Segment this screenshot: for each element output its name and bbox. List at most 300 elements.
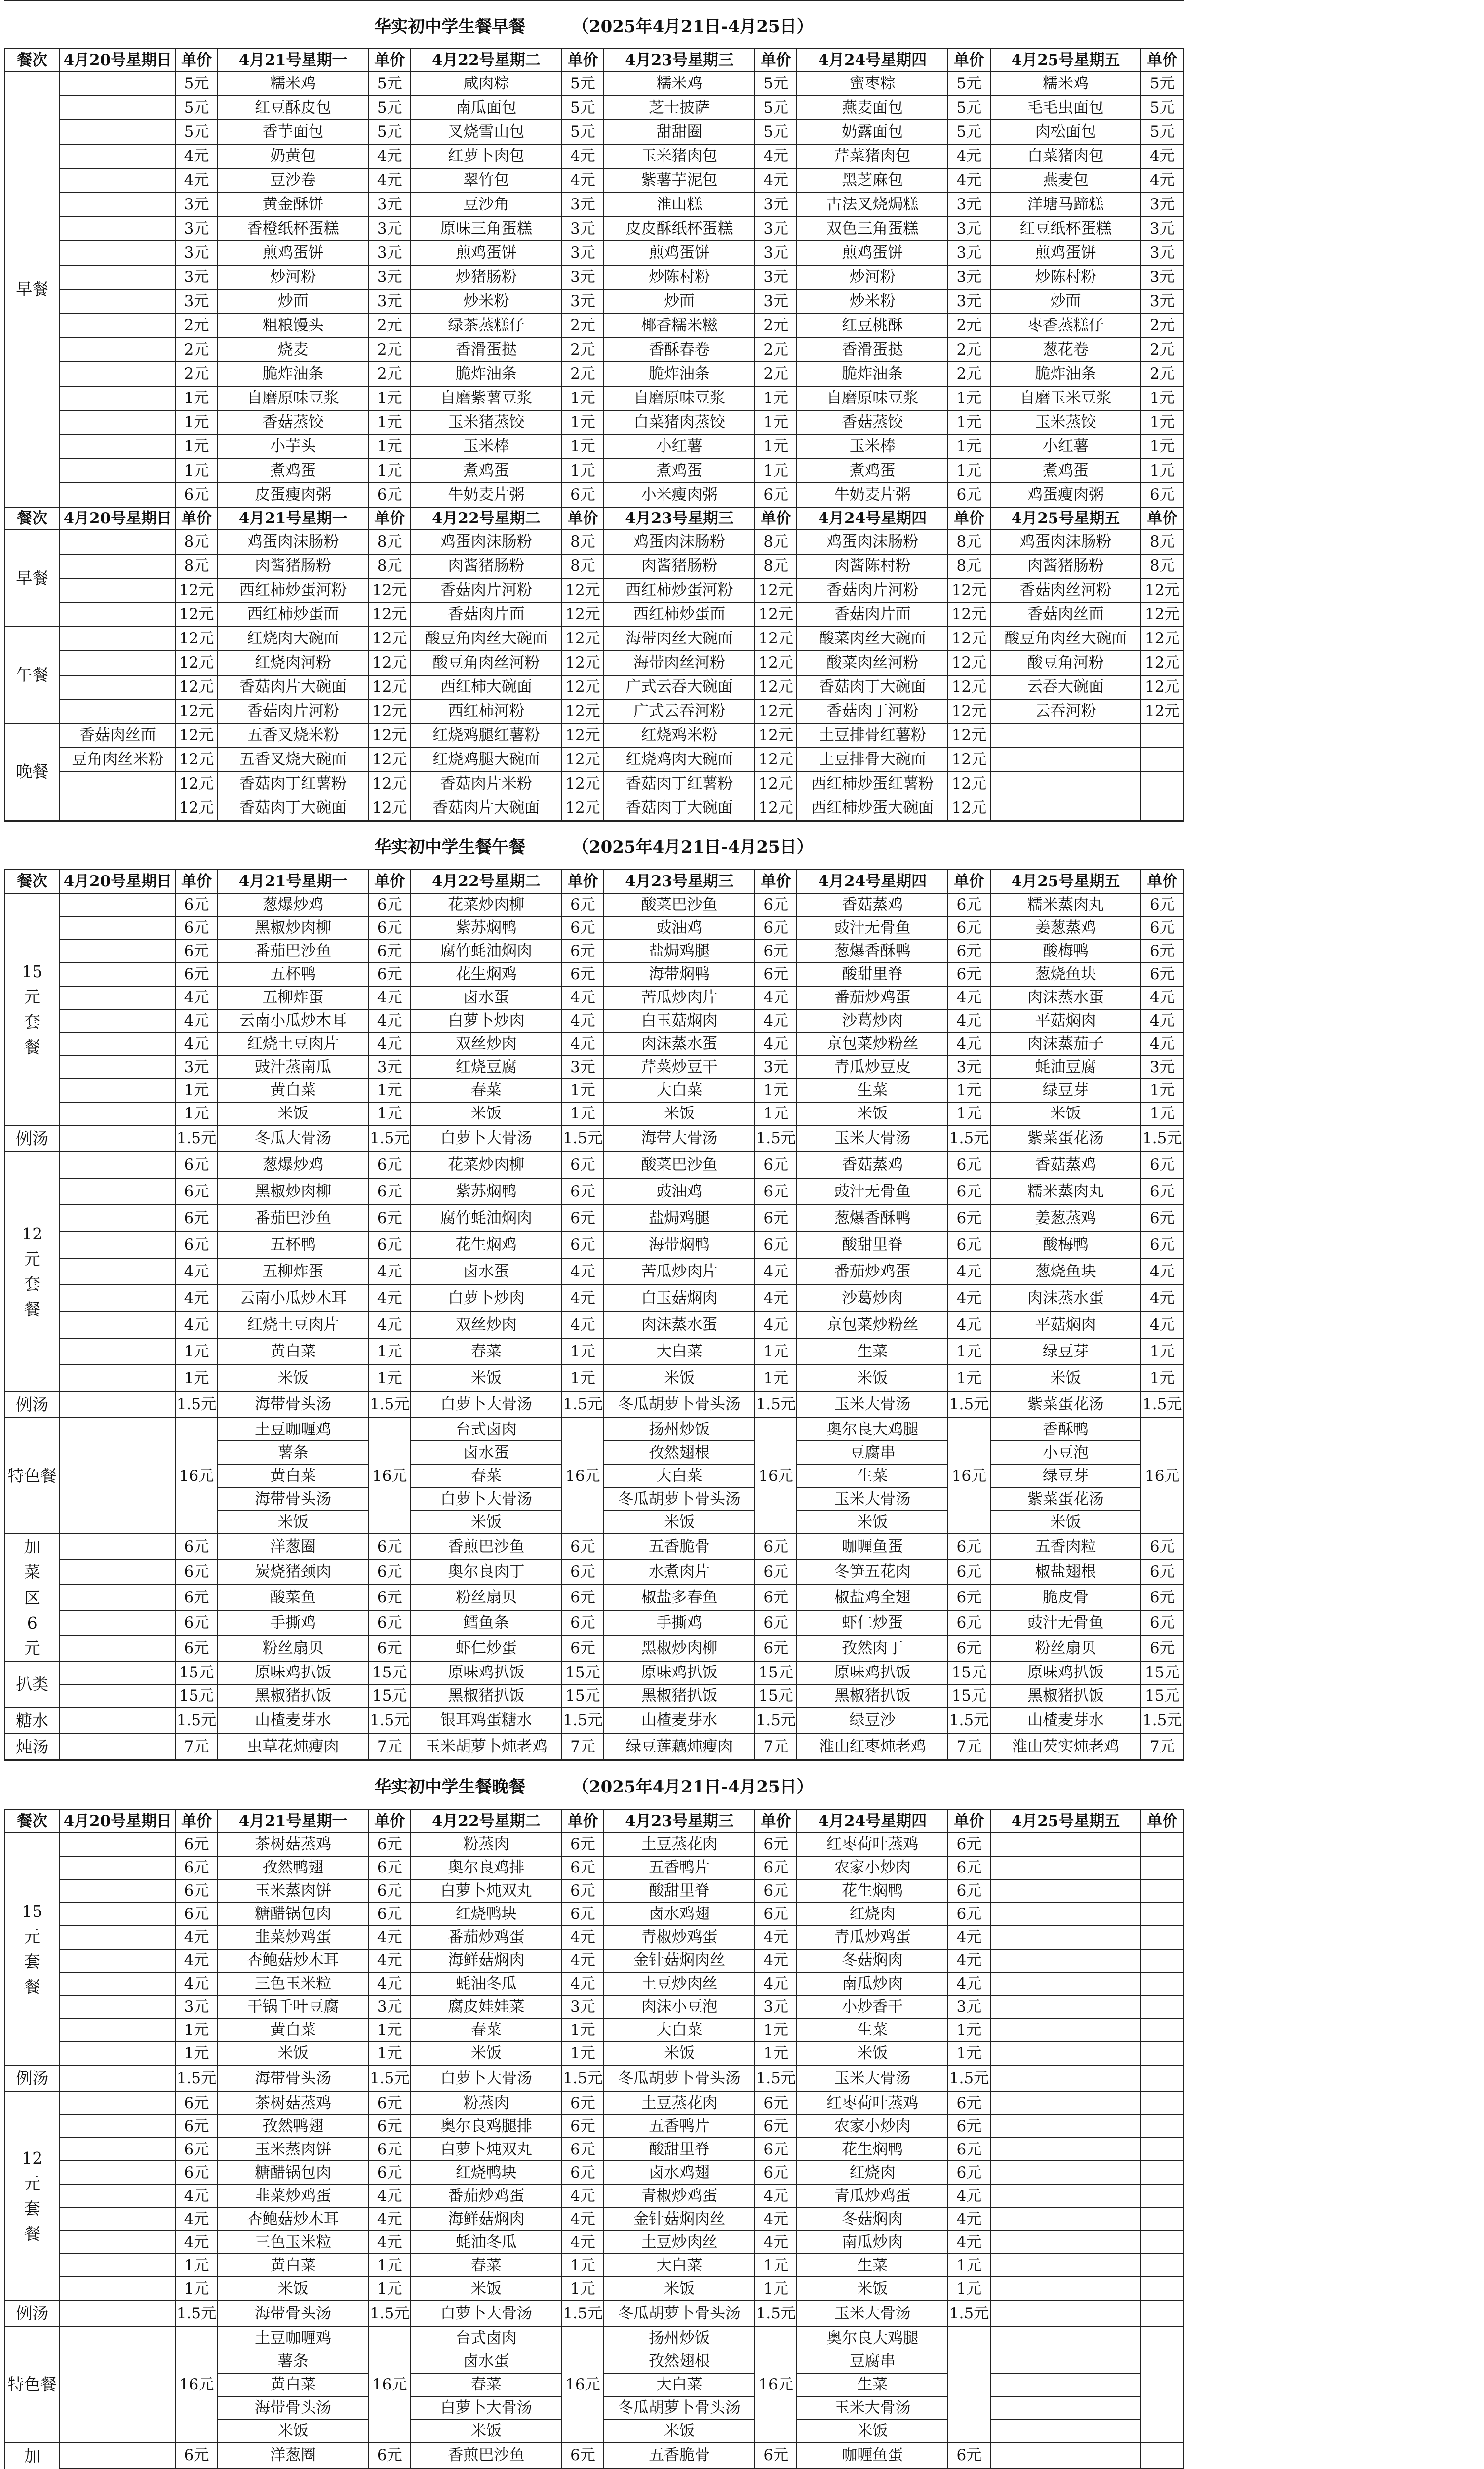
dish-cell: 海带肉丝河粉: [604, 651, 755, 675]
dinner-table: [4, 1809, 1184, 2469]
price-cell: 12元: [562, 723, 604, 748]
price-cell: 6元: [175, 2114, 217, 2138]
price-cell: 4元: [175, 2184, 217, 2207]
column-header: 单价: [369, 507, 411, 530]
dish-cell: 原味鸡扒饭: [218, 1661, 369, 1684]
price-cell: [1141, 1856, 1183, 1879]
column-header: 单价: [562, 1809, 604, 1833]
dish-cell: 黑椒猪扒饭: [218, 1684, 369, 1708]
price-cell: 12元: [948, 602, 990, 627]
menu-row: [4, 1152, 1183, 1178]
dish-cell: 咖喱鱼蛋: [797, 2443, 948, 2469]
dish-cell: 双丝炒肉: [411, 1312, 562, 1338]
price-cell: 6元: [175, 483, 217, 507]
dish-cell: 白玉菇焖肉: [604, 1009, 755, 1033]
dish-cell: 脆炸油条: [604, 362, 755, 386]
dish-cell: 炒河粉: [797, 265, 948, 289]
dish-cell: 黑椒炒肉柳: [218, 916, 369, 940]
dish-cell: 粉丝扇贝: [411, 1585, 562, 1610]
dish-cell: 红烧鸡腿大碗面: [411, 748, 562, 772]
price-cell: 7元: [755, 1734, 797, 1760]
dish-cell: 炭烧猪颈肉: [218, 1559, 369, 1585]
price-cell: 6元: [369, 1856, 411, 1879]
price-cell: 6元: [755, 2091, 797, 2114]
price-cell: 4元: [948, 1285, 990, 1312]
price-cell: 4元: [562, 1033, 604, 1056]
dish-cell: 红烧肉大碗面: [218, 627, 369, 651]
dish-cell: 粉蒸肉: [411, 2091, 562, 2114]
price-cell: 5元: [562, 72, 604, 96]
price-cell: 1元: [562, 2042, 604, 2065]
price-cell: 1.5元: [948, 1708, 990, 1734]
dish-cell: 海带焖鸭: [604, 963, 755, 986]
dish-cell: [60, 1338, 175, 1365]
dish-cell: 米饭: [604, 1102, 755, 1125]
dish-cell: 米饭: [411, 2277, 562, 2300]
lunch-title: 华实初中学生餐午餐 （2025年4月21日-4月25日）: [4, 821, 1184, 869]
column-header: 单价: [369, 1809, 411, 1833]
price-cell: 12元: [562, 699, 604, 723]
price-cell: 6元: [369, 1559, 411, 1585]
dish-cell: 黑椒猪扒饭: [990, 1684, 1141, 1708]
menu-row: [4, 1285, 1183, 1312]
price-cell: 8元: [1141, 554, 1183, 578]
dish-cell: 花生焖鸭: [797, 1879, 948, 1903]
price-cell: 3元: [369, 289, 411, 314]
column-header: 单价: [1141, 870, 1183, 893]
dish-cell: 花菜炒肉柳: [411, 893, 562, 916]
dish-cell: 酸豆角肉丝大碗面: [990, 627, 1141, 651]
menu-row: [4, 483, 1183, 507]
dish-cell: 农家小炒肉: [797, 2114, 948, 2138]
price-cell: 4元: [369, 1949, 411, 1972]
price-cell: 5元: [369, 96, 411, 120]
dish-cell: 金针菇焖肉丝: [604, 1949, 755, 1972]
price-cell: 1元: [948, 459, 990, 483]
price-cell: 1.5元: [755, 1708, 797, 1734]
price-cell: 6元: [562, 483, 604, 507]
dish-cell: [990, 2277, 1141, 2300]
column-header: 4月20号星期日: [60, 1809, 175, 1833]
menu-row: [4, 2277, 1183, 2300]
price-cell: 6元: [948, 1205, 990, 1232]
dish-cell: 大白菜: [604, 1079, 755, 1102]
price-cell: 6元: [369, 2443, 411, 2469]
dish-cell: 米饭: [218, 2277, 369, 2300]
column-header: 4月21号星期一: [218, 507, 369, 530]
price-cell: 12元: [175, 627, 217, 651]
price-cell: 5元: [755, 72, 797, 96]
dish-cell: 香菇肉片面: [797, 602, 948, 627]
meal-label: 12元套餐: [4, 2091, 60, 2300]
price-cell: 1元: [755, 2019, 797, 2042]
menu-row: [4, 435, 1183, 459]
dish-cell: 红烧肉河粉: [218, 651, 369, 675]
price-cell: 6元: [948, 1635, 990, 1661]
price-cell: 6元: [755, 1833, 797, 1856]
price-cell: 1元: [369, 2277, 411, 2300]
price-cell: 4元: [562, 2184, 604, 2207]
price-cell: 8元: [562, 530, 604, 554]
dish-cell: [60, 459, 175, 483]
menu-row: [4, 699, 1183, 723]
dish-cell: 炒米粉: [411, 289, 562, 314]
price-cell: 4元: [175, 144, 217, 168]
dish-cell: 青椒炒鸡蛋: [604, 1926, 755, 1949]
dish-cell: 鳕鱼条: [411, 1610, 562, 1636]
dish-cell: 五香脆骨: [604, 1534, 755, 1559]
price-cell: 1元: [755, 1102, 797, 1125]
dish-cell: 肉酱猪肠粉: [990, 554, 1141, 578]
dish-cell: [60, 1009, 175, 1033]
dish-cell: [990, 2114, 1141, 2138]
dish-cell: 卤水蛋: [411, 1441, 562, 1464]
dish-cell: 盐焗鸡腿: [604, 940, 755, 963]
dish-cell: [60, 1585, 175, 1610]
price-cell: 6元: [755, 1635, 797, 1661]
price-cell: 6元: [1141, 1559, 1183, 1585]
price-cell: 6元: [755, 963, 797, 986]
dish-cell: 自磨原味豆浆: [797, 386, 948, 410]
dish-cell: 米饭: [604, 2277, 755, 2300]
price-cell: 7元: [1141, 1734, 1183, 1760]
price-cell: 4元: [562, 168, 604, 193]
dish-cell: 孜然鸭翅: [218, 2114, 369, 2138]
price-cell: 3元: [175, 265, 217, 289]
menu-row: [4, 2184, 1183, 2207]
dish-cell: 玉米大骨汤: [797, 1487, 948, 1511]
dish-cell: 葱爆炒鸡: [218, 1152, 369, 1178]
menu-row: [4, 1079, 1183, 1102]
dish-cell: 云吞大碗面: [990, 675, 1141, 699]
dish-cell: 酸菜肉丝大碗面: [797, 627, 948, 651]
column-header: 单价: [948, 49, 990, 72]
price-cell: 1元: [562, 459, 604, 483]
dish-cell: 奥尔良鸡腿排: [411, 2114, 562, 2138]
dish-cell: 双色三角蛋糕: [797, 217, 948, 241]
dish-cell: [60, 940, 175, 963]
menu-row: [4, 1033, 1183, 1056]
dish-cell: [990, 1926, 1141, 1949]
price-cell: 4元: [175, 1926, 217, 1949]
dish-cell: 洋塘马蹄糕: [990, 193, 1141, 217]
dish-cell: 卤水蛋: [411, 1258, 562, 1285]
dish-cell: [60, 2254, 175, 2277]
menu-row: [4, 916, 1183, 940]
dish-cell: [60, 289, 175, 314]
dish-cell: 南瓜面包: [411, 96, 562, 120]
dish-cell: 肉沫蒸水蛋: [990, 1285, 1141, 1312]
dish-cell: 玉米大骨汤: [797, 2300, 948, 2326]
price-cell: 6元: [562, 940, 604, 963]
dish-cell: 南瓜炒肉: [797, 1972, 948, 1995]
menu-row: [4, 675, 1183, 699]
price-cell: 5元: [369, 120, 411, 144]
dish-cell: [60, 386, 175, 410]
dish-cell: 红烧鸭块: [411, 1903, 562, 1926]
price-cell: 12元: [755, 796, 797, 820]
dish-cell: 香菇肉片大碗面: [218, 675, 369, 699]
dish-cell: [60, 1232, 175, 1258]
dish-cell: 茶树菇蒸鸡: [218, 1833, 369, 1856]
price-cell: 1.5元: [1141, 1708, 1183, 1734]
price-cell: 12元: [948, 772, 990, 796]
dish-cell: [60, 241, 175, 265]
price-cell: 1.5元: [175, 1392, 217, 1418]
dish-cell: 鸡蛋肉沫肠粉: [218, 530, 369, 554]
price-cell: 4元: [755, 1258, 797, 1285]
dish-cell: 白萝卜大骨汤: [411, 1125, 562, 1152]
price-cell: 6元: [562, 916, 604, 940]
price-cell: 6元: [562, 2161, 604, 2184]
column-header: 单价: [175, 49, 217, 72]
dish-cell: 香煎巴沙鱼: [411, 2443, 562, 2469]
price-cell: 2元: [562, 362, 604, 386]
meal-label: 加菜区6元: [4, 1534, 60, 1661]
price-cell: 6元: [175, 893, 217, 916]
price-cell: 6元: [562, 1205, 604, 1232]
dish-cell: 香菇蒸鸡: [797, 893, 948, 916]
price-cell: 5元: [755, 96, 797, 120]
price-cell: 5元: [1141, 96, 1183, 120]
price-cell: 3元: [175, 289, 217, 314]
dish-cell: [60, 1903, 175, 1926]
price-cell: 15元: [175, 1661, 217, 1684]
price-cell: 4元: [1141, 144, 1183, 168]
price-cell: 12元: [369, 602, 411, 627]
price-cell: 6元: [755, 1152, 797, 1178]
dish-cell: 卤水鸡翅: [604, 2161, 755, 2184]
price-cell: 4元: [948, 986, 990, 1009]
dish-cell: 番茄巴沙鱼: [218, 1205, 369, 1232]
menu-row: [4, 1056, 1183, 1079]
dish-cell: [990, 2443, 1141, 2469]
price-cell: 1.5元: [369, 1392, 411, 1418]
dish-cell: 米饭: [604, 2042, 755, 2065]
dish-cell: 玉米蒸肉饼: [218, 1879, 369, 1903]
price-cell: 4元: [562, 986, 604, 1009]
price-cell: 4元: [1141, 1009, 1183, 1033]
price-cell: 5元: [562, 120, 604, 144]
dish-cell: 煮鸡蛋: [990, 459, 1141, 483]
price-cell: 12元: [755, 578, 797, 602]
dish-cell: [990, 1972, 1141, 1995]
price-cell: 6元: [175, 1205, 217, 1232]
price-cell: 6元: [1141, 1585, 1183, 1610]
price-cell: 6元: [948, 1903, 990, 1926]
price-cell: 15元: [1141, 1661, 1183, 1684]
dish-cell: 姜葱蒸鸡: [990, 916, 1141, 940]
menu-row: [4, 314, 1183, 338]
menu-row: [4, 2138, 1183, 2161]
dish-cell: 豆沙角: [411, 193, 562, 217]
dish-cell: [60, 1661, 175, 1684]
price-cell: 6元: [175, 1833, 217, 1856]
price-cell: 4元: [755, 1285, 797, 1312]
dish-cell: 红烧土豆肉片: [218, 1312, 369, 1338]
price-cell: 12元: [369, 627, 411, 651]
price-cell: 1元: [175, 2277, 217, 2300]
dish-cell: 炒面: [990, 289, 1141, 314]
dish-cell: 白萝卜大骨汤: [411, 1487, 562, 1511]
price-cell: 1元: [369, 1365, 411, 1392]
price-cell: 6元: [948, 2091, 990, 2114]
dish-cell: 三色玉米粒: [218, 2230, 369, 2254]
price-cell: 6元: [369, 1585, 411, 1610]
dish-cell: 粉丝扇贝: [990, 1635, 1141, 1661]
price-cell: 6元: [562, 893, 604, 916]
dish-cell: 杏鲍菇炒木耳: [218, 1949, 369, 1972]
price-cell: 6元: [1141, 1178, 1183, 1205]
menu-row: [4, 2065, 1183, 2091]
dish-cell: [60, 1879, 175, 1903]
price-cell: 4元: [948, 1949, 990, 1972]
dish-cell: 翠竹包: [411, 168, 562, 193]
price-cell: 6元: [562, 1903, 604, 1926]
menu-row: [4, 265, 1183, 289]
dish-cell: 酸菜巴沙鱼: [604, 1152, 755, 1178]
meal-label: 糖水: [4, 1708, 60, 1734]
price-cell: 12元: [755, 651, 797, 675]
column-header: 4月22号星期二: [411, 507, 562, 530]
dish-cell: [60, 72, 175, 96]
price-cell: [1141, 2327, 1183, 2443]
dish-cell: 白玉菇焖肉: [604, 1285, 755, 1312]
price-cell: 6元: [369, 1610, 411, 1636]
menu-row: [4, 1926, 1183, 1949]
column-header: 餐次: [4, 507, 60, 530]
price-cell: 1.5元: [369, 1125, 411, 1152]
price-cell: [1141, 2230, 1183, 2254]
menu-row: [4, 893, 1183, 916]
column-header: 单价: [948, 507, 990, 530]
price-cell: 1元: [369, 459, 411, 483]
price-cell: 8元: [369, 530, 411, 554]
dish-cell: 紫苏焖鸭: [411, 916, 562, 940]
price-cell: 12元: [755, 602, 797, 627]
price-cell: 6元: [948, 1585, 990, 1610]
column-header: 餐次: [4, 870, 60, 893]
dish-cell: 香菇肉片面: [411, 602, 562, 627]
menu-row: [4, 1338, 1183, 1365]
dish-cell: 平菇焖肉: [990, 1312, 1141, 1338]
price-cell: 6元: [948, 1178, 990, 1205]
dish-cell: 苦瓜炒肉片: [604, 986, 755, 1009]
price-cell: [1141, 1949, 1183, 1972]
price-cell: 15元: [755, 1684, 797, 1708]
dish-cell: 粉蒸肉: [411, 1833, 562, 1856]
dish-cell: 海带大骨汤: [604, 1125, 755, 1152]
dish-cell: [60, 144, 175, 168]
price-cell: 1元: [369, 410, 411, 435]
dish-cell: 海带骨头汤: [218, 2396, 369, 2420]
price-cell: 4元: [755, 1033, 797, 1056]
menu-row: [4, 2207, 1183, 2230]
dish-cell: 米饭: [411, 1102, 562, 1125]
dish-cell: 土豆蒸花肉: [604, 1833, 755, 1856]
dish-cell: [990, 723, 1141, 748]
dish-cell: 黄白菜: [218, 2254, 369, 2277]
dish-cell: [60, 530, 175, 554]
dish-cell: 米饭: [797, 1365, 948, 1392]
price-cell: 3元: [755, 1056, 797, 1079]
price-cell: [1141, 2443, 1183, 2469]
price-cell: 6元: [175, 1559, 217, 1585]
dish-cell: 卤水鸡翅: [604, 1903, 755, 1926]
price-cell: 1元: [369, 386, 411, 410]
price-cell: 3元: [175, 1056, 217, 1079]
dish-cell: 奥尔良大鸡腿: [797, 2327, 948, 2350]
price-cell: 6元: [755, 2443, 797, 2469]
price-cell: 1.5元: [562, 1392, 604, 1418]
dish-cell: 黄白菜: [218, 1338, 369, 1365]
menu-row: [4, 386, 1183, 410]
meal-label: 加: [4, 2443, 60, 2469]
dish-cell: 绿豆芽: [990, 1338, 1141, 1365]
price-cell: 3元: [562, 1056, 604, 1079]
price-cell: 5元: [755, 120, 797, 144]
dish-cell: 奶露面包: [797, 120, 948, 144]
dish-cell: 奥尔良鸡排: [411, 1856, 562, 1879]
price-cell: 1元: [948, 1079, 990, 1102]
price-cell: 4元: [562, 1972, 604, 1995]
meal-label: 15元套餐: [4, 1833, 60, 2065]
dish-cell: 洋葱圈: [218, 1534, 369, 1559]
price-cell: 6元: [755, 916, 797, 940]
price-cell: 4元: [948, 1972, 990, 1995]
menu-row: [4, 963, 1183, 986]
dish-cell: [60, 265, 175, 289]
dish-cell: 土豆咖喱鸡: [218, 1418, 369, 1441]
empty-cell: [990, 2373, 1141, 2396]
price-cell: 1元: [369, 2042, 411, 2065]
dish-cell: [60, 1734, 175, 1760]
price-cell: 12元: [562, 627, 604, 651]
dish-cell: 粉丝扇贝: [218, 1635, 369, 1661]
price-cell: 4元: [1141, 168, 1183, 193]
dish-cell: 黑椒炒肉柳: [604, 1635, 755, 1661]
price-cell: 1元: [1141, 410, 1183, 435]
dish-cell: 炒河粉: [218, 265, 369, 289]
column-header: 4月20号星期日: [60, 507, 175, 530]
dish-cell: [60, 2114, 175, 2138]
price-cell: 4元: [369, 168, 411, 193]
price-cell: 1.5元: [369, 1708, 411, 1734]
price-cell: 4元: [755, 1949, 797, 1972]
menu-row: [4, 1258, 1183, 1285]
dish-cell: [60, 1972, 175, 1995]
price-cell: 3元: [369, 241, 411, 265]
price-cell: 5元: [948, 96, 990, 120]
dish-cell: 盐焗鸡腿: [604, 1205, 755, 1232]
price-cell: 6元: [755, 1205, 797, 1232]
menu-row: [4, 289, 1183, 314]
price-cell: 1元: [948, 1338, 990, 1365]
price-cell: 16元: [175, 2327, 217, 2443]
price-cell: 6元: [755, 1585, 797, 1610]
price-cell: 16元: [562, 1418, 604, 1534]
menu-row: [4, 144, 1183, 168]
dish-cell: [60, 410, 175, 435]
meal-label: 12元套餐: [4, 1152, 60, 1392]
dish-cell: 米饭: [797, 2420, 948, 2443]
dish-cell: 山楂麦芽水: [604, 1708, 755, 1734]
dish-cell: [60, 1392, 175, 1418]
column-header: 单价: [1141, 49, 1183, 72]
menu-row: [4, 1903, 1183, 1926]
dish-cell: 毛毛虫面包: [990, 96, 1141, 120]
dish-cell: 香菇肉丁红薯粉: [604, 772, 755, 796]
